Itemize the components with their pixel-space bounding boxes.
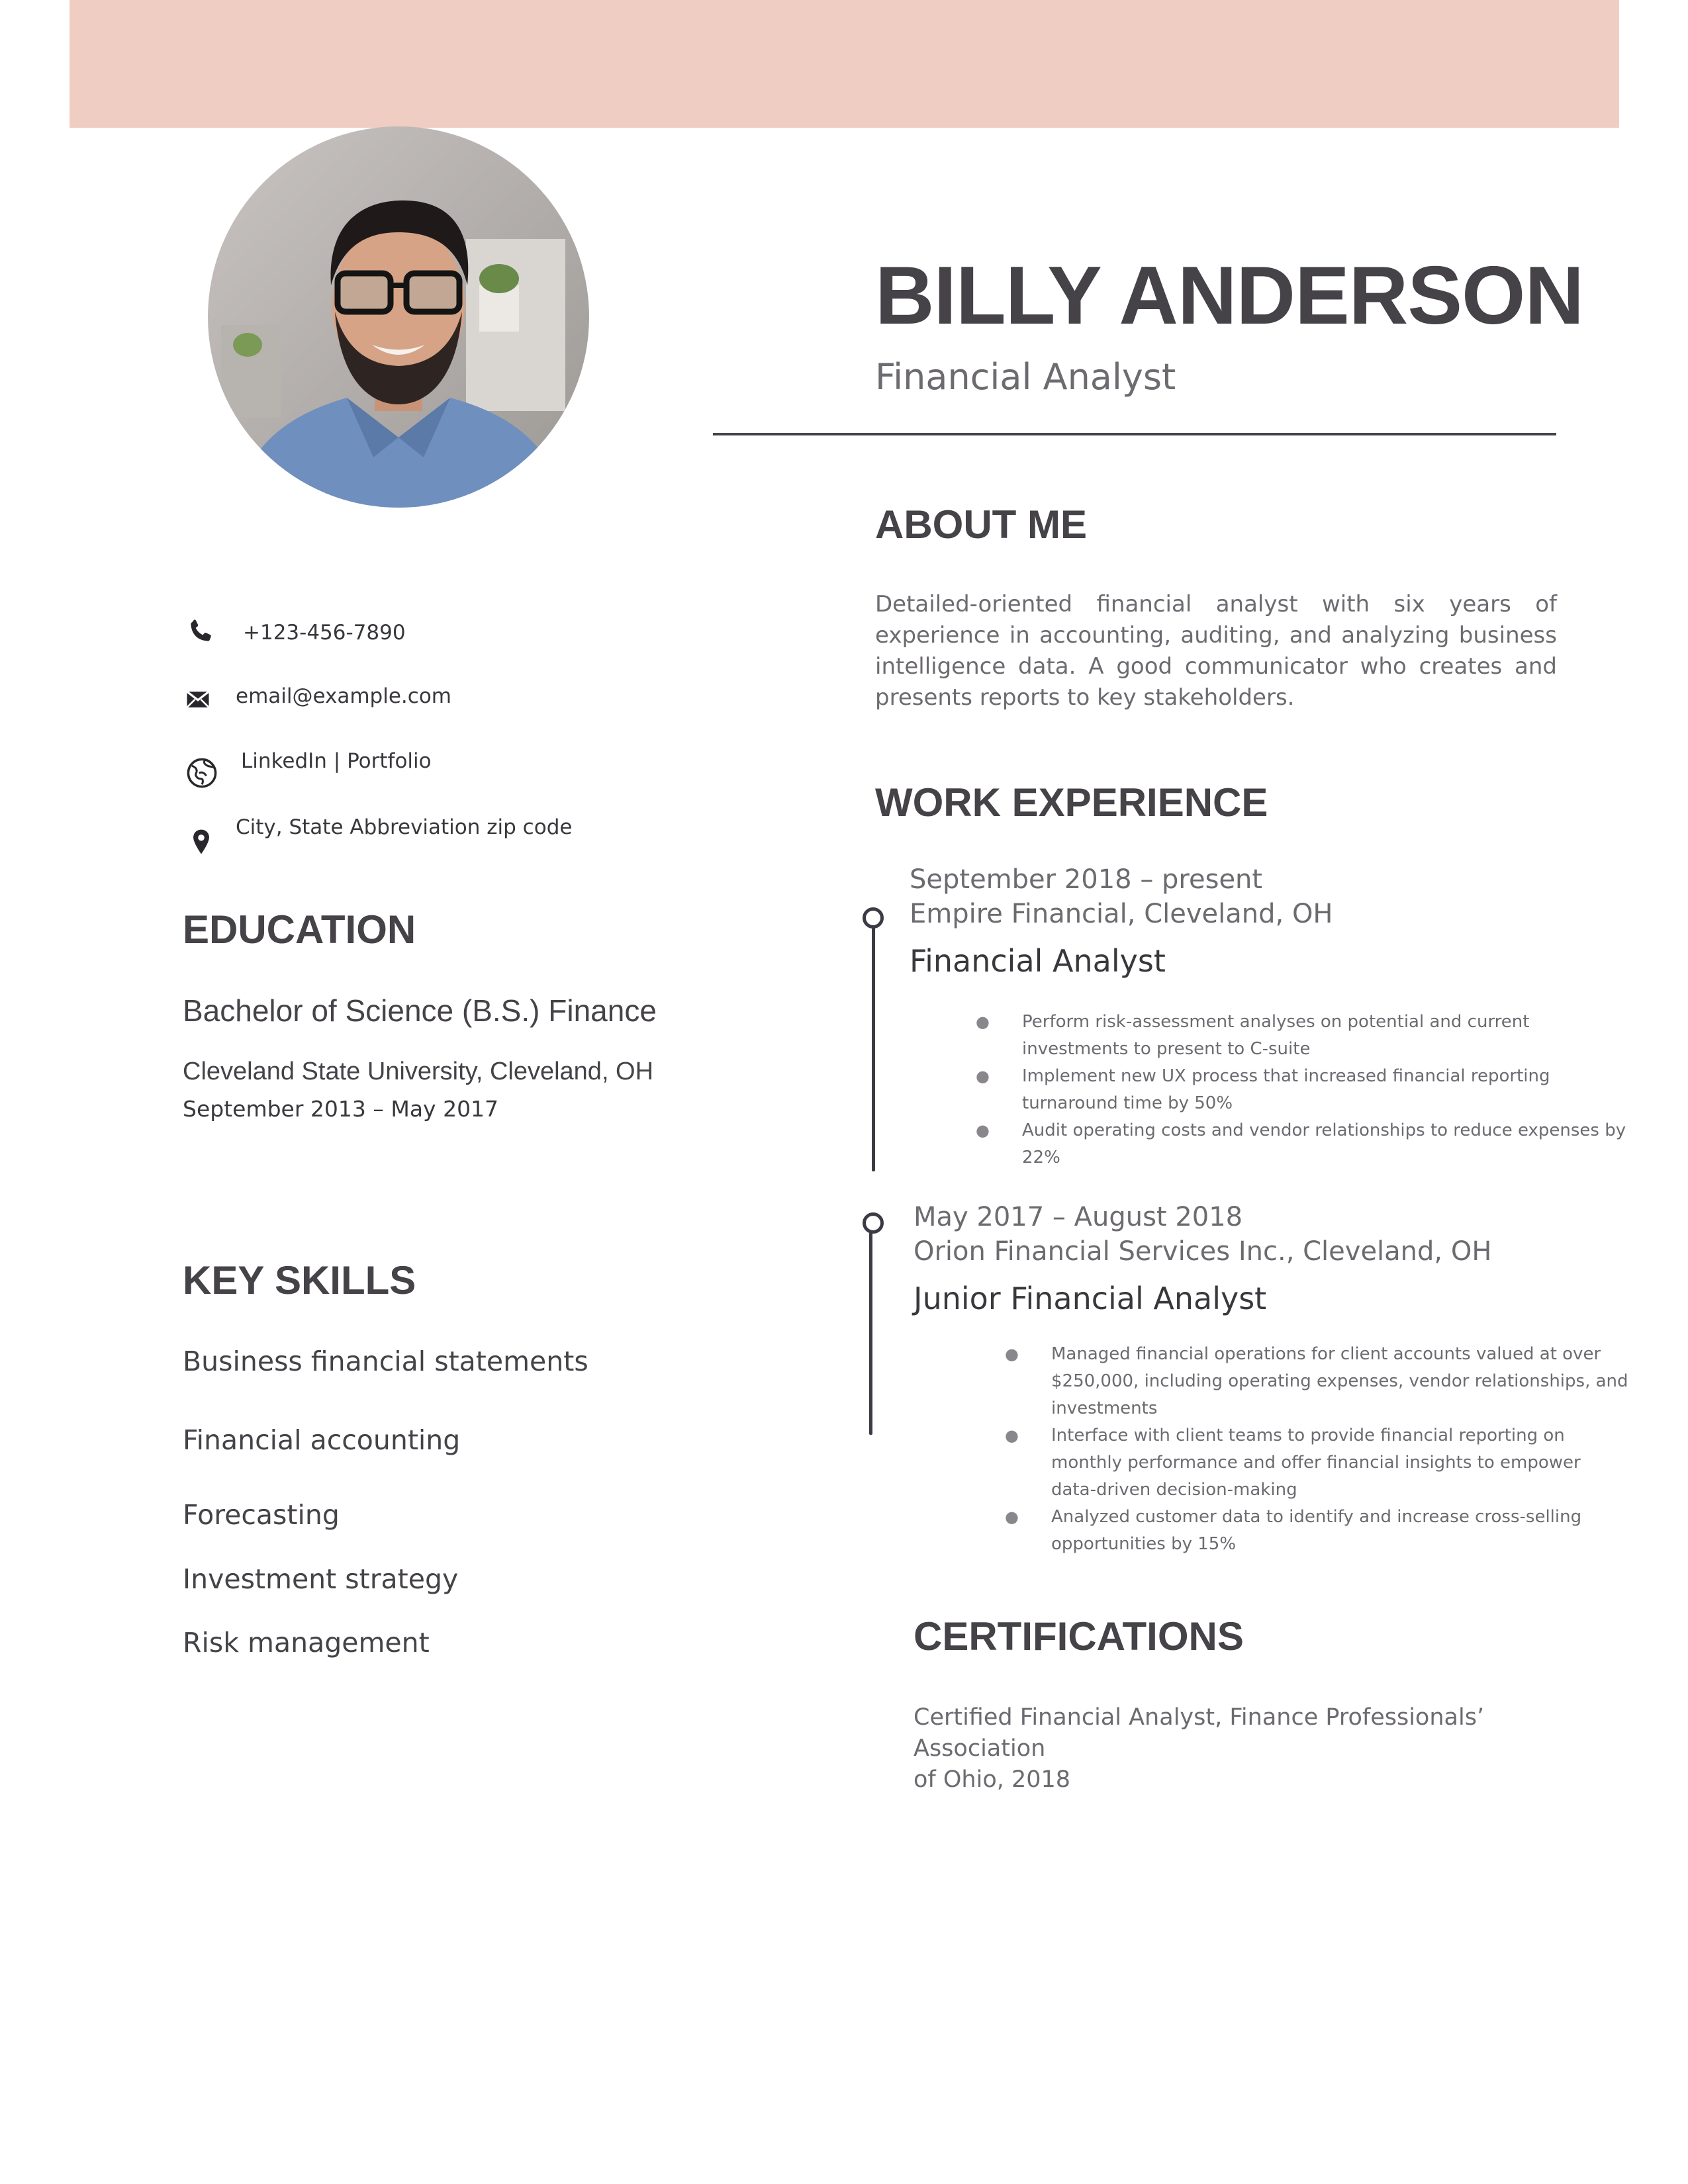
education-school: Cleveland State University, Cleveland, OH: [183, 1058, 654, 1085]
bullet-marker: ●: [976, 1067, 990, 1085]
certification-line: Certified Financial Analyst, Finance Professionals’ Association: [914, 1704, 1485, 1762]
timeline-dot: [863, 907, 884, 929]
about-text: Detailed-oriented financial analyst with six years of experience in accounting, auditing, and analyzing business intelligence data. A good communicator who creates and presents reports to key stakeholders.: [875, 591, 1557, 711]
skill-item: Forecasting: [183, 1499, 340, 1531]
skill-item: Business financial statements: [183, 1345, 588, 1377]
certification-line: of Ohio, 2018: [914, 1766, 1071, 1793]
bullet-marker: ●: [1005, 1508, 1019, 1526]
job-dates: May 2017 – August 2018: [914, 1202, 1243, 1232]
job-bullet: ● Perform risk-assessment analyses on potential and current investments to present to C-suite: [1022, 1009, 1626, 1063]
timeline-line: [872, 927, 875, 1171]
education-dates: September 2013 – May 2017: [183, 1096, 499, 1122]
job-bullet-list: [976, 1009, 1626, 1171]
job-bullet: ● Audit operating costs and vendor relationships to reduce expenses by 22%: [1022, 1117, 1626, 1171]
timeline-dot: [863, 1212, 884, 1234]
phone-text: +123-456-7890: [243, 621, 406, 645]
job-company: Empire Financial, Cleveland, OH: [910, 899, 1333, 929]
certification-entry: [914, 1702, 1575, 1796]
job-company: Orion Financial Services Inc., Cleveland, OH: [914, 1236, 1492, 1267]
email-text[interactable]: email@example.com: [236, 684, 451, 708]
skill-item: Financial accounting: [183, 1424, 461, 1456]
education-heading: EDUCATION: [183, 907, 416, 952]
job-bullet: ● Interface with client teams to provide financial reporting on monthly performance and offer financial insights to empower data-driven decision-making: [1051, 1422, 1628, 1504]
job-dates: September 2018 – present: [910, 864, 1263, 895]
bullet-marker: ●: [1005, 1345, 1019, 1363]
candidate-name: BILLY ANDERSON: [875, 250, 1584, 341]
job-bullet: ● Analyzed customer data to identify and increase cross-selling opportunities by 15%: [1051, 1504, 1628, 1558]
skills-heading: KEY SKILLS: [183, 1258, 416, 1302]
job-bullet: ● Managed financial operations for client accounts valued at over $250,000, including operating expenses, vendor relationships, and investments: [1051, 1341, 1628, 1422]
bullet-marker: ●: [976, 1013, 990, 1031]
job-title: Financial Analyst: [910, 943, 1166, 979]
profile-photo: [208, 126, 589, 508]
certifications-heading: CERTIFICATIONS: [914, 1614, 1244, 1659]
job-bullet: ● Implement new UX process that increased financial reporting turnaround time by 50%: [1022, 1063, 1626, 1117]
candidate-job-title: Financial Analyst: [875, 356, 1176, 398]
education-degree: Bachelor of Science (B.S.) Finance: [183, 993, 657, 1028]
phone-icon: [186, 617, 215, 646]
header-band: [70, 0, 1619, 128]
job-bullet-list: [1005, 1341, 1628, 1558]
skill-item: Risk management: [183, 1627, 430, 1659]
experience-heading: WORK EXPERIENCE: [875, 780, 1268, 825]
location-text: City, State Abbreviation zip code: [236, 815, 573, 839]
globe-icon: [185, 756, 219, 790]
envelope-icon: [183, 684, 212, 713]
timeline-line: [869, 1232, 872, 1435]
web-links-text[interactable]: LinkedIn | Portfolio: [241, 749, 432, 773]
skill-item: Investment strategy: [183, 1563, 459, 1595]
job-title: Junior Financial Analyst: [914, 1281, 1267, 1316]
bullet-marker: ●: [1005, 1426, 1019, 1445]
map-pin-icon: [187, 827, 216, 856]
bullet-marker: ●: [976, 1121, 990, 1140]
header-divider: [713, 433, 1556, 435]
about-heading: ABOUT ME: [875, 502, 1087, 547]
